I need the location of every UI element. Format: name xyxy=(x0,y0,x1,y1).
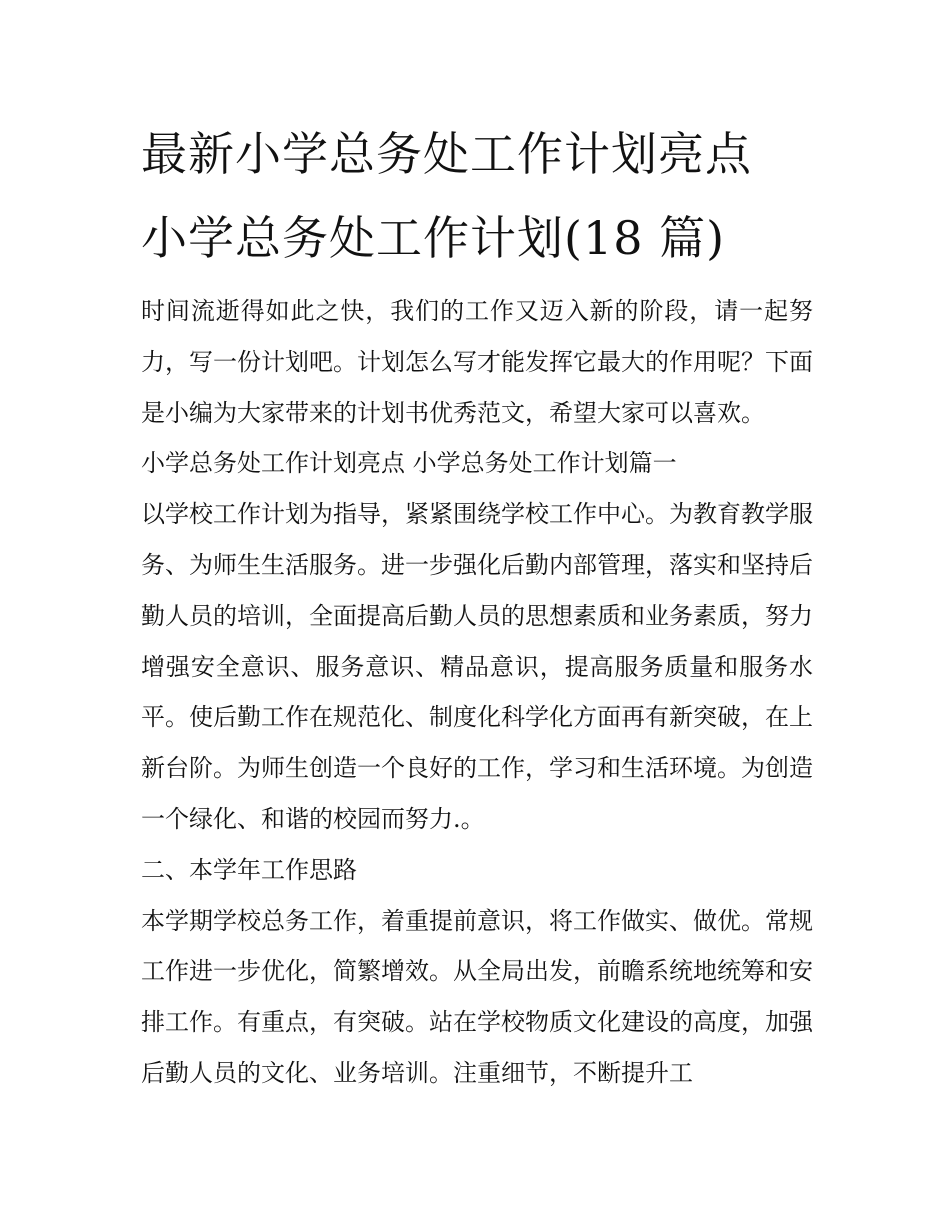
section-heading: 二、本学年工作思路 xyxy=(141,855,357,884)
title-line-2: 小学总务处工作计划(18 篇) xyxy=(141,211,726,265)
document-page xyxy=(141,112,813,1099)
body-paragraph: 以学校工作计划为指导，紧紧围绕学校工作中心。为教育教学服务、为师生生活服务。进一步强化后勤内部管理，落实和坚持后勤人员的培训，全面提高后勤人员的思想素质和业务素质，努力增强安全意识、服务意识、精品意识，提高服务质量和服务水平。使后勤工作在规范化、制度化科学化方面再有新突破，在上新台阶。为师生创造一个良好的工作，学习和生活环境。为创造一个绿化、和谐的校园而努力.。 xyxy=(141,500,813,833)
intro-paragraph: 时间流逝得如此之快，我们的工作又迈入新的阶段，请一起努力，写一份计划吧。计划怎么写才能发挥它最大的作用呢？下面是小编为大家带来的计划书优秀范文，希望大家可以喜欢。 xyxy=(141,297,813,427)
document-title xyxy=(141,112,813,280)
document-body xyxy=(141,286,813,1099)
section-heading: 小学总务处工作计划亮点 小学总务处工作计划篇一 xyxy=(141,449,677,478)
title-line-1: 最新小学总务处工作计划亮点 xyxy=(141,127,752,181)
body-paragraph: 本学期学校总务工作，着重提前意识，将工作做实、做优。常规工作进一步优化，简繁增效。从全局出发，前瞻系统地统筹和安排工作。有重点，有突破。站在学校物质文化建设的高度，加强后勤人员的文化、业务培训。注重细节，不断提升工 xyxy=(141,906,813,1087)
